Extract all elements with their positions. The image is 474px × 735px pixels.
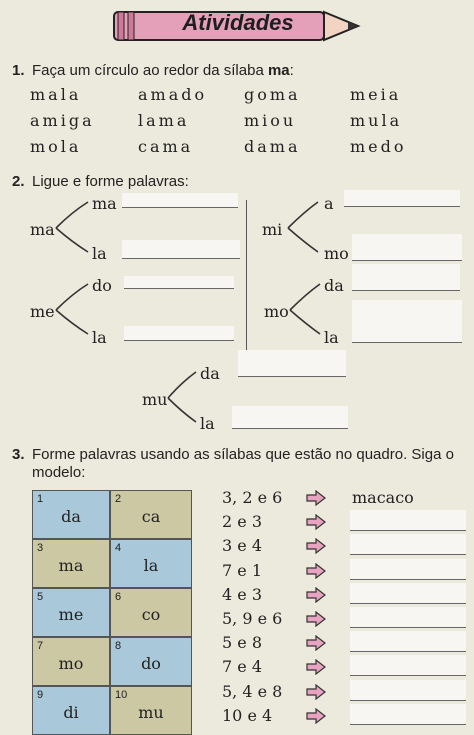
syllable-cell-text: di bbox=[63, 703, 79, 722]
q1-word[interactable]: amiga bbox=[30, 111, 95, 130]
mu-answer-b[interactable] bbox=[232, 406, 348, 428]
answer-line bbox=[350, 579, 466, 580]
mo-ending-a: da bbox=[324, 276, 344, 295]
me-answer-b[interactable] bbox=[124, 326, 234, 340]
q1-instruction: Faça um círculo ao redor da sílaba ma: bbox=[32, 62, 294, 79]
syllable-cell-text: mu bbox=[138, 703, 164, 722]
mo-answer-b-line bbox=[352, 342, 462, 343]
mi-answer-b-line bbox=[352, 260, 462, 261]
syllable-cell-number: 1 bbox=[37, 493, 44, 505]
answer-line bbox=[350, 627, 466, 628]
syllable-code: 7 e 1 bbox=[222, 560, 262, 580]
answer-line bbox=[350, 530, 466, 531]
q3-instruction: Forme palavras usando as sílabas que estão no quadro. Siga o modelo: bbox=[32, 446, 454, 481]
q2-number: 2. bbox=[12, 173, 25, 190]
mo-root: mo bbox=[264, 302, 289, 321]
q2-instruction: Ligue e forme palavras: bbox=[32, 173, 189, 190]
syllable-cell-text: ca bbox=[141, 507, 161, 526]
syllable-cell-text: mo bbox=[58, 654, 84, 673]
right-arrow-icon bbox=[306, 490, 326, 506]
syllable-cell-text: do bbox=[141, 654, 161, 673]
me-answer-b-line bbox=[124, 340, 234, 341]
syllable-code: 5, 4 e 8 bbox=[222, 681, 283, 701]
q1-word[interactable]: amado bbox=[138, 85, 208, 104]
syllable-cell-text: ma bbox=[58, 556, 84, 575]
mi-ending-b: mo bbox=[324, 244, 349, 263]
syllable-code: 7 e 4 bbox=[222, 657, 262, 677]
syllable-cell bbox=[110, 686, 192, 735]
right-arrow-icon bbox=[306, 708, 326, 724]
answer-field[interactable] bbox=[350, 583, 466, 603]
syllable-cell bbox=[110, 539, 192, 588]
mi-answer-a[interactable] bbox=[344, 190, 460, 206]
q1-word[interactable]: lama bbox=[138, 111, 190, 130]
answer-line bbox=[350, 724, 466, 725]
syllable-cell-number: 3 bbox=[37, 542, 44, 554]
q3-number: 3. bbox=[12, 446, 25, 463]
syllable-cell-number: 7 bbox=[37, 640, 44, 652]
q1-word[interactable]: goma bbox=[244, 85, 301, 104]
answer-line bbox=[350, 554, 466, 555]
answer-field[interactable] bbox=[350, 704, 466, 724]
syllable-code: 3, 2 e 6 bbox=[222, 488, 283, 507]
ma-answer-b-line bbox=[122, 258, 240, 259]
answer-field[interactable] bbox=[350, 631, 466, 651]
syllable-code: 5, 9 e 6 bbox=[222, 609, 283, 628]
syllable-cell-number: 8 bbox=[115, 640, 122, 652]
mu-answer-a-line bbox=[238, 376, 346, 377]
syllable-cell bbox=[110, 490, 192, 539]
right-arrow-icon bbox=[306, 563, 326, 579]
syllable-cell bbox=[32, 539, 110, 588]
ma-answer-a[interactable] bbox=[122, 193, 238, 207]
answer-line bbox=[350, 603, 466, 604]
syllable-cell bbox=[32, 637, 110, 686]
mi-answer-a-line bbox=[344, 206, 460, 207]
q1-word[interactable]: dama bbox=[244, 137, 301, 156]
mu-ending-a: da bbox=[200, 364, 220, 383]
mo-answer-b[interactable] bbox=[352, 300, 462, 342]
right-arrow-icon bbox=[306, 684, 326, 700]
syllable-code: 3 e 4 bbox=[222, 536, 262, 556]
syllable-cell bbox=[32, 490, 110, 539]
ma-ending-a: ma bbox=[92, 194, 117, 213]
q1-word[interactable]: cama bbox=[138, 137, 194, 156]
q1-word[interactable]: mala bbox=[30, 85, 82, 104]
mu-ending-b: la bbox=[200, 414, 215, 433]
me-root: me bbox=[30, 302, 55, 321]
q1-word[interactable]: medo bbox=[350, 137, 407, 156]
right-arrow-icon bbox=[306, 635, 326, 651]
answer-line bbox=[350, 675, 466, 676]
answer-field[interactable] bbox=[350, 559, 466, 579]
answer-line bbox=[350, 700, 466, 701]
answer-field[interactable] bbox=[350, 655, 466, 675]
answer-field[interactable] bbox=[350, 510, 466, 530]
syllable-cell-number: 4 bbox=[115, 542, 122, 554]
me-answer-a[interactable] bbox=[124, 276, 234, 288]
right-arrow-icon bbox=[306, 587, 326, 603]
ma-answer-b[interactable] bbox=[122, 240, 240, 258]
syllable-code: 5 e 8 bbox=[222, 633, 262, 653]
q1-word[interactable]: meia bbox=[350, 85, 402, 104]
syllable-cell-number: 5 bbox=[37, 591, 44, 603]
mo-answer-a[interactable] bbox=[352, 264, 460, 290]
syllable-code: 4 e 3 bbox=[222, 584, 262, 604]
syllable-cell bbox=[32, 686, 110, 735]
syllable-cell-number: 6 bbox=[115, 591, 122, 603]
q1-word[interactable]: mola bbox=[30, 137, 82, 156]
mo-ending-b: la bbox=[324, 328, 339, 347]
mi-root: mi bbox=[262, 220, 283, 239]
syllable-code: 2 e 3 bbox=[222, 512, 262, 532]
answer-field[interactable] bbox=[350, 534, 466, 554]
mo-answer-a-line bbox=[352, 290, 460, 291]
me-ending-b: la bbox=[92, 328, 107, 347]
syllable-cell-text: co bbox=[141, 605, 161, 624]
answer-field[interactable] bbox=[350, 607, 466, 627]
me-answer-a-line bbox=[124, 288, 234, 289]
mi-answer-b[interactable] bbox=[352, 234, 462, 260]
mu-answer-a[interactable] bbox=[238, 350, 346, 376]
q1-word[interactable]: mula bbox=[350, 111, 403, 130]
syllable-cell bbox=[32, 588, 110, 637]
syllable-cell-text: me bbox=[58, 605, 84, 624]
mi-ending-a: a bbox=[324, 194, 334, 213]
q1-word[interactable]: miou bbox=[244, 111, 297, 130]
syllable-code: 10 e 4 bbox=[222, 705, 273, 725]
syllable-cell-number: 9 bbox=[37, 689, 44, 701]
mu-root: mu bbox=[142, 390, 168, 409]
banner-title: Atividades bbox=[182, 10, 294, 35]
me-ending-a: do bbox=[92, 276, 112, 295]
right-arrow-icon bbox=[306, 538, 326, 554]
syllable-cell-number: 2 bbox=[115, 493, 122, 505]
answer-line bbox=[350, 651, 466, 652]
syllable-cell-text: da bbox=[61, 507, 81, 526]
right-arrow-icon bbox=[306, 611, 326, 627]
ma-ending-b: la bbox=[92, 244, 107, 263]
ma-root: ma bbox=[30, 220, 55, 239]
answer-field[interactable] bbox=[350, 680, 466, 700]
ma-answer-a-line bbox=[122, 207, 238, 208]
q1-number: 1. bbox=[12, 62, 25, 79]
mu-answer-b-line bbox=[232, 428, 348, 429]
right-arrow-icon bbox=[306, 514, 326, 530]
syllable-cell-text: la bbox=[143, 556, 159, 575]
answer-example: macaco bbox=[352, 488, 414, 507]
syllable-cell-number: 10 bbox=[115, 689, 128, 701]
right-arrow-icon bbox=[306, 659, 326, 675]
syllable-cell bbox=[110, 637, 192, 686]
syllable-cell bbox=[110, 588, 192, 637]
